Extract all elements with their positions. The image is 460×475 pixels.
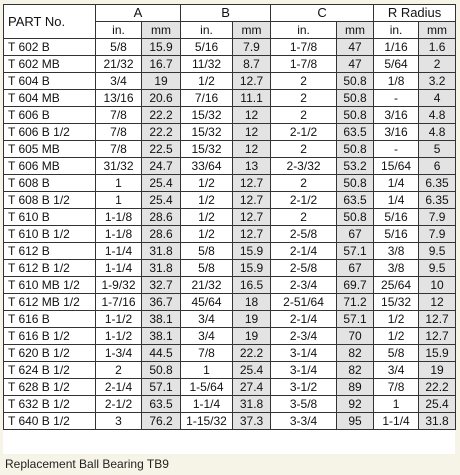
dimension-cell: 3/4	[181, 328, 233, 345]
dimension-cell: 7/8	[374, 379, 419, 396]
table-row	[4, 90, 456, 107]
part-number-cell: T 606 B 1/2	[4, 124, 96, 141]
dimension-cell: 53.2	[337, 158, 374, 175]
dimension-cell: 82	[337, 345, 374, 362]
table-row	[4, 124, 456, 141]
dimension-cell: 5/16	[181, 39, 233, 56]
dimension-cell: 31.8	[419, 413, 456, 430]
dimension-cell: 25.4	[419, 396, 456, 413]
unit-header: mm	[337, 22, 374, 39]
part-number-cell: T 608 B	[4, 175, 96, 192]
dimension-cell: 63.5	[337, 124, 374, 141]
dimension-cell: 21/32	[181, 277, 233, 294]
dimension-cell: 6	[419, 158, 456, 175]
dimension-cell: 24.7	[142, 158, 181, 175]
dimension-cell: 8.7	[233, 56, 271, 73]
dimension-cell: 50.8	[337, 73, 374, 90]
dimension-cell: 12.7	[233, 175, 271, 192]
dimension-cell: 1/2	[181, 175, 233, 192]
part-number-cell: T 602 MB	[4, 56, 96, 73]
dimension-cell: 11.1	[233, 90, 271, 107]
table-row	[4, 345, 456, 362]
table-row	[4, 192, 456, 209]
dimension-cell: 22.2	[233, 345, 271, 362]
dimension-cell: 3/8	[374, 243, 419, 260]
dimension-cell: 57.1	[337, 243, 374, 260]
table-row	[4, 294, 456, 311]
dimension-cell: 2-51/64	[271, 294, 337, 311]
dimension-cell: 2-1/2	[271, 192, 337, 209]
dimension-cell: 71.2	[337, 294, 374, 311]
dimension-cell: 50.8	[337, 209, 374, 226]
dimension-cell: 25.4	[142, 175, 181, 192]
dimension-cell: 5	[419, 141, 456, 158]
dimension-cell: 3/8	[374, 260, 419, 277]
table-row	[4, 56, 456, 73]
table-row	[4, 328, 456, 345]
table-row	[4, 158, 456, 175]
dimension-cell: 12	[233, 141, 271, 158]
dimension-cell: 2	[271, 209, 337, 226]
part-number-cell: T 606 MB	[4, 158, 96, 175]
dimension-cell: 5/16	[374, 209, 419, 226]
dimension-cell: 7/8	[96, 141, 142, 158]
dimension-cell: 70	[337, 328, 374, 345]
dimension-cell: 19	[233, 328, 271, 345]
dimension-cell: 3/16	[374, 107, 419, 124]
dimension-cell: 1	[181, 362, 233, 379]
dimension-cell: 67	[337, 260, 374, 277]
table-row	[4, 141, 456, 158]
table-caption: Replacement Ball Bearing TB9	[5, 457, 169, 471]
dimension-cell: 32.7	[142, 277, 181, 294]
dimension-cell: 12.7	[233, 73, 271, 90]
dimension-cell: 1/2	[181, 73, 233, 90]
table-row	[4, 73, 456, 90]
unit-header: in.	[374, 22, 419, 39]
dimension-cell: 4.8	[419, 124, 456, 141]
unit-header: in.	[181, 22, 233, 39]
dimension-cell: 36.7	[142, 294, 181, 311]
dimension-cell: 3-5/8	[271, 396, 337, 413]
group-header-b: B	[181, 5, 271, 22]
dimension-cell: 1-1/2	[96, 311, 142, 328]
dimension-cell: -	[374, 90, 419, 107]
dimension-cell: 22.2	[142, 107, 181, 124]
dimension-cell: 2	[419, 56, 456, 73]
dimension-cell: 15/32	[181, 141, 233, 158]
dimension-cell: 22.5	[142, 141, 181, 158]
dimension-cell: 3-1/4	[271, 345, 337, 362]
dimension-cell: 2-1/2	[96, 396, 142, 413]
dimension-cell: 50.8	[337, 107, 374, 124]
dimension-cell: 92	[337, 396, 374, 413]
dimension-cell: 1-9/32	[96, 277, 142, 294]
dimension-cell: 18	[233, 294, 271, 311]
dimension-cell: 22.2	[142, 124, 181, 141]
dimension-cell: 3	[96, 413, 142, 430]
part-number-cell: T 606 B	[4, 107, 96, 124]
dimension-cell: 63.5	[142, 396, 181, 413]
group-header-r-radius: R Radius	[374, 5, 456, 22]
dimension-cell: 15.9	[419, 345, 456, 362]
dimension-cell: 1/16	[374, 39, 419, 56]
dimension-cell: 1/4	[374, 175, 419, 192]
dimension-cell: 50.8	[337, 90, 374, 107]
part-number-cell: T 602 B	[4, 39, 96, 56]
unit-header: in.	[96, 22, 142, 39]
dimension-cell: 1-1/4	[96, 260, 142, 277]
dimension-cell: 1-7/8	[271, 39, 337, 56]
dimension-cell: 4.8	[419, 107, 456, 124]
dimension-cell: 1	[96, 192, 142, 209]
dimension-cell: 1-1/4	[96, 243, 142, 260]
table-row	[4, 209, 456, 226]
dimension-cell: 15/32	[181, 107, 233, 124]
dimension-cell: 3/4	[181, 311, 233, 328]
dimension-cell: 13/16	[96, 90, 142, 107]
dimension-cell: 2	[271, 73, 337, 90]
dimension-cell: 1/8	[374, 73, 419, 90]
part-number-cell: T 612 B 1/2	[4, 260, 96, 277]
dimension-cell: 27.4	[233, 379, 271, 396]
dimension-cell: 2-5/8	[271, 260, 337, 277]
unit-header: mm	[419, 22, 456, 39]
dimension-cell: 12	[233, 124, 271, 141]
part-number-header: PART No.	[4, 5, 96, 39]
dimension-cell: 1-15/32	[181, 413, 233, 430]
dimension-table	[3, 4, 456, 430]
dimension-cell: 2	[96, 362, 142, 379]
dimension-cell: 25/64	[374, 277, 419, 294]
dimension-cell: 9.5	[419, 243, 456, 260]
dimension-cell: 15.9	[142, 39, 181, 56]
dimension-cell: 16.5	[233, 277, 271, 294]
dimension-cell: 15/32	[374, 294, 419, 311]
dimension-cell: 3-3/4	[271, 413, 337, 430]
dimension-cell: 21/32	[96, 56, 142, 73]
dimension-cell: 1	[96, 175, 142, 192]
dimension-cell: 12.7	[233, 192, 271, 209]
part-number-cell: T 612 MB 1/2	[4, 294, 96, 311]
dimension-cell: 11/32	[181, 56, 233, 73]
dimension-table-sheet	[3, 4, 455, 454]
dimension-cell: 95	[337, 413, 374, 430]
dimension-cell: 16.7	[142, 56, 181, 73]
dimension-cell: 37.3	[233, 413, 271, 430]
table-row	[4, 260, 456, 277]
dimension-cell: 2	[271, 90, 337, 107]
part-number-cell: T 640 B 1/2	[4, 413, 96, 430]
dimension-cell: -	[374, 141, 419, 158]
dimension-cell: 2	[271, 175, 337, 192]
dimension-cell: 6.35	[419, 192, 456, 209]
table-row	[4, 107, 456, 124]
part-number-cell: T 604 MB	[4, 90, 96, 107]
dimension-cell: 12	[419, 294, 456, 311]
dimension-cell: 47	[337, 56, 374, 73]
dimension-cell: 9.5	[419, 260, 456, 277]
part-number-cell: T 608 B 1/2	[4, 192, 96, 209]
group-header-row	[4, 5, 456, 22]
dimension-cell: 2-1/4	[96, 379, 142, 396]
dimension-cell: 3/4	[96, 73, 142, 90]
table-row	[4, 396, 456, 413]
table-row	[4, 362, 456, 379]
table-row	[4, 243, 456, 260]
dimension-cell: 2-1/4	[271, 243, 337, 260]
part-number-cell: T 620 B 1/2	[4, 345, 96, 362]
dimension-cell: 7.9	[419, 209, 456, 226]
dimension-cell: 1	[374, 396, 419, 413]
dimension-cell: 47	[337, 39, 374, 56]
dimension-cell: 1-7/16	[96, 294, 142, 311]
dimension-cell: 19	[419, 362, 456, 379]
dimension-cell: 19	[142, 73, 181, 90]
dimension-cell: 89	[337, 379, 374, 396]
dimension-cell: 31/32	[96, 158, 142, 175]
dimension-cell: 50.8	[337, 175, 374, 192]
dimension-cell: 28.6	[142, 226, 181, 243]
dimension-cell: 31.8	[142, 260, 181, 277]
dimension-cell: 15.9	[233, 260, 271, 277]
dimension-cell: 57.1	[142, 379, 181, 396]
part-number-cell: T 628 B 1/2	[4, 379, 96, 396]
part-number-cell: T 624 B 1/2	[4, 362, 96, 379]
dimension-cell: 13	[233, 158, 271, 175]
dimension-cell: 76.2	[142, 413, 181, 430]
dimension-cell: 1-3/4	[96, 345, 142, 362]
dimension-cell: 1-1/2	[96, 328, 142, 345]
dimension-cell: 15.9	[233, 243, 271, 260]
dimension-cell: 3-1/4	[271, 362, 337, 379]
dimension-cell: 1/2	[181, 192, 233, 209]
dimension-cell: 38.1	[142, 311, 181, 328]
table-row	[4, 379, 456, 396]
dimension-cell: 2	[271, 141, 337, 158]
dimension-cell: 3.2	[419, 73, 456, 90]
dimension-cell: 31.8	[142, 243, 181, 260]
dimension-cell: 5/8	[181, 243, 233, 260]
unit-header: mm	[233, 22, 271, 39]
dimension-cell: 12.7	[233, 226, 271, 243]
dimension-cell: 2-3/4	[271, 277, 337, 294]
dimension-cell: 2-1/4	[271, 311, 337, 328]
dimension-cell: 50.8	[142, 362, 181, 379]
dimension-cell: 82	[337, 362, 374, 379]
dimension-cell: 1/2	[374, 311, 419, 328]
dimension-cell: 1-1/8	[96, 226, 142, 243]
dimension-cell: 5/8	[374, 345, 419, 362]
dimension-cell: 33/64	[181, 158, 233, 175]
part-number-cell: T 610 MB 1/2	[4, 277, 96, 294]
dimension-cell: 5/8	[96, 39, 142, 56]
dimension-cell: 4	[419, 90, 456, 107]
dimension-cell: 7/8	[96, 107, 142, 124]
dimension-cell: 1-7/8	[271, 56, 337, 73]
dimension-cell: 1.6	[419, 39, 456, 56]
dimension-cell: 10	[419, 277, 456, 294]
table-row	[4, 277, 456, 294]
dimension-cell: 5/64	[374, 56, 419, 73]
dimension-cell: 63.5	[337, 192, 374, 209]
group-header-c: C	[271, 5, 374, 22]
dimension-cell: 3/16	[374, 124, 419, 141]
part-number-cell: T 612 B	[4, 243, 96, 260]
dimension-cell: 2-5/8	[271, 226, 337, 243]
dimension-cell: 19	[233, 311, 271, 328]
dimension-cell: 3-1/2	[271, 379, 337, 396]
dimension-cell: 1/4	[374, 192, 419, 209]
dimension-cell: 57.1	[337, 311, 374, 328]
unit-header: in.	[271, 22, 337, 39]
dimension-cell: 1-1/4	[374, 413, 419, 430]
part-number-cell: T 604 B	[4, 73, 96, 90]
table-body	[4, 39, 456, 430]
dimension-cell: 6.35	[419, 175, 456, 192]
dimension-cell: 1/2	[181, 226, 233, 243]
table-row	[4, 311, 456, 328]
part-number-cell: T 632 B 1/2	[4, 396, 96, 413]
dimension-cell: 69.7	[337, 277, 374, 294]
dimension-cell: 1-5/64	[181, 379, 233, 396]
dimension-cell: 7/8	[96, 124, 142, 141]
table-row	[4, 175, 456, 192]
table-row	[4, 226, 456, 243]
unit-header: mm	[142, 22, 181, 39]
dimension-cell: 1-1/4	[181, 396, 233, 413]
dimension-cell: 20.6	[142, 90, 181, 107]
dimension-cell: 2-3/4	[271, 328, 337, 345]
dimension-cell: 12	[233, 107, 271, 124]
part-number-cell: T 605 MB	[4, 141, 96, 158]
dimension-cell: 7.9	[419, 226, 456, 243]
part-number-cell: T 610 B	[4, 209, 96, 226]
dimension-cell: 2	[271, 107, 337, 124]
dimension-cell: 50.8	[337, 141, 374, 158]
dimension-cell: 2-1/2	[271, 124, 337, 141]
dimension-cell: 7/8	[181, 345, 233, 362]
table-row	[4, 413, 456, 430]
dimension-cell: 31.8	[233, 396, 271, 413]
dimension-cell: 25.4	[142, 192, 181, 209]
dimension-cell: 1/2	[181, 209, 233, 226]
dimension-cell: 12.7	[233, 209, 271, 226]
dimension-cell: 2-3/32	[271, 158, 337, 175]
group-header-a: A	[96, 5, 181, 22]
dimension-cell: 25.4	[233, 362, 271, 379]
dimension-cell: 22.2	[419, 379, 456, 396]
dimension-cell: 12.7	[419, 311, 456, 328]
dimension-cell: 1-1/8	[96, 209, 142, 226]
dimension-cell: 44.5	[142, 345, 181, 362]
dimension-cell: 5/8	[181, 260, 233, 277]
dimension-cell: 1/2	[374, 328, 419, 345]
dimension-cell: 45/64	[181, 294, 233, 311]
dimension-cell: 3/4	[374, 362, 419, 379]
dimension-cell: 12.7	[419, 328, 456, 345]
part-number-cell: T 616 B	[4, 311, 96, 328]
part-number-cell: T 616 B 1/2	[4, 328, 96, 345]
part-number-cell: T 610 B 1/2	[4, 226, 96, 243]
table-row	[4, 39, 456, 56]
dimension-cell: 5/16	[374, 226, 419, 243]
dimension-cell: 7.9	[233, 39, 271, 56]
dimension-cell: 28.6	[142, 209, 181, 226]
dimension-cell: 15/32	[181, 124, 233, 141]
dimension-cell: 15/64	[374, 158, 419, 175]
dimension-cell: 38.1	[142, 328, 181, 345]
dimension-cell: 7/16	[181, 90, 233, 107]
dimension-cell: 67	[337, 226, 374, 243]
